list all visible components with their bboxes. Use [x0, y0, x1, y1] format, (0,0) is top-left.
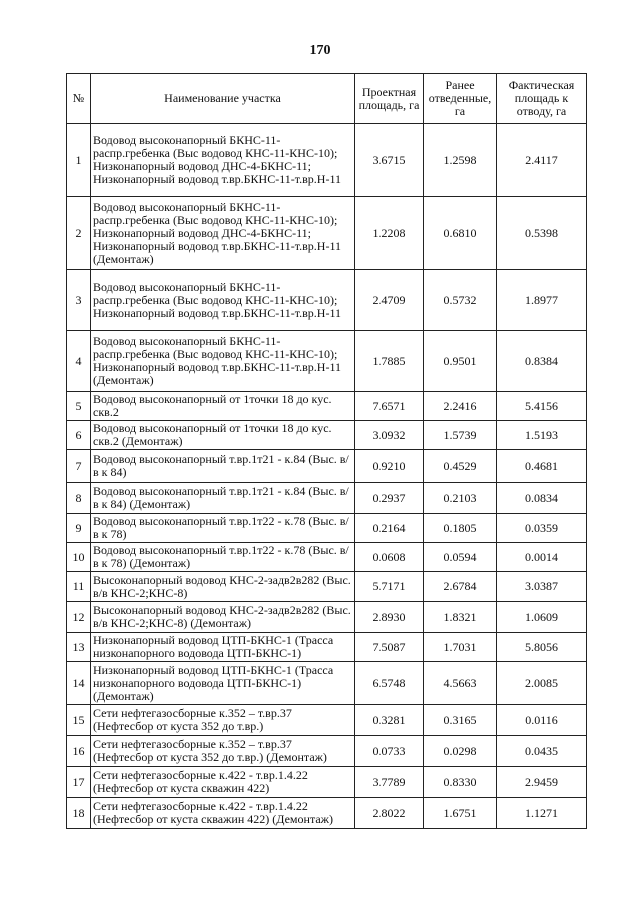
- actual-area-value: 0.4681: [497, 450, 587, 483]
- table-row: [67, 798, 587, 829]
- actual-area-value: 1.0609: [497, 602, 587, 633]
- previous-area-value: 0.1805: [424, 514, 497, 543]
- previous-area-value: 0.4529: [424, 450, 497, 483]
- row-number: 15: [67, 705, 91, 736]
- design-area-value: 7.5087: [355, 633, 424, 662]
- header-num: №: [67, 74, 91, 124]
- previous-area-value: 0.0594: [424, 543, 497, 572]
- section-name: Сети нефтегазосборные к.422 - т.вр.1.4.22 (Нефтесбор от куста скважин 422): [91, 767, 355, 798]
- row-number: 18: [67, 798, 91, 829]
- table-row: [67, 633, 587, 662]
- previous-area-value: 1.5739: [424, 421, 497, 450]
- previous-area-value: 0.9501: [424, 331, 497, 392]
- section-name: Низконапорный водовод ЦТП-БКНС-1 (Трасса низконапорного водовода ЦТП-БКНС-1) (Демонтаж): [91, 662, 355, 705]
- actual-area-value: 1.1271: [497, 798, 587, 829]
- row-number: 9: [67, 514, 91, 543]
- actual-area-value: 5.8056: [497, 633, 587, 662]
- actual-area-value: 3.0387: [497, 572, 587, 602]
- design-area-value: 2.8022: [355, 798, 424, 829]
- previous-area-value: 1.8321: [424, 602, 497, 633]
- section-name: Водовод высоконапорный БКНС-11-распр.гребенка (Выс водовод КНС-11-КНС-10); Низконапорный водовод ДНС-4-БКНС-11; Низконапорный водовод т.вр.БКНС-11-т.вр.Н-11: [91, 124, 355, 197]
- previous-area-value: 0.5732: [424, 270, 497, 331]
- design-area-value: 0.2164: [355, 514, 424, 543]
- design-area-value: 1.7885: [355, 331, 424, 392]
- section-name: Высоконапорный водовод КНС-2-задв2в282 (Выс. в/в КНС-2;КНС-8): [91, 572, 355, 602]
- section-name: Сети нефтегазосборные к.422 - т.вр.1.4.22 (Нефтесбор от куста скважин 422) (Демонтаж): [91, 798, 355, 829]
- row-number: 3: [67, 270, 91, 331]
- table-row: [67, 572, 587, 602]
- section-name: Водовод высоконапорный от 1точки 18 до кус. скв.2 (Демонтаж): [91, 421, 355, 450]
- design-area-value: 0.0733: [355, 736, 424, 767]
- actual-area-value: 0.0014: [497, 543, 587, 572]
- land-area-table: [66, 73, 587, 829]
- design-area-value: 2.8930: [355, 602, 424, 633]
- actual-area-value: 2.9459: [497, 767, 587, 798]
- row-number: 12: [67, 602, 91, 633]
- row-number: 7: [67, 450, 91, 483]
- design-area-value: 0.0608: [355, 543, 424, 572]
- header-design-area: Проектная площадь, га: [355, 74, 424, 124]
- table-body: [67, 124, 587, 829]
- section-name: Водовод высоконапорный т.вр.1т21 - к.84 (Выс. в/в к 84): [91, 450, 355, 483]
- section-name: Высоконапорный водовод КНС-2-задв2в282 (Выс. в/в КНС-2;КНС-8) (Демонтаж): [91, 602, 355, 633]
- table-row: [67, 450, 587, 483]
- table-row: [67, 124, 587, 197]
- design-area-value: 6.5748: [355, 662, 424, 705]
- row-number: 5: [67, 392, 91, 421]
- actual-area-value: 2.4117: [497, 124, 587, 197]
- design-area-value: 3.7789: [355, 767, 424, 798]
- previous-area-value: 0.0298: [424, 736, 497, 767]
- actual-area-value: 0.5398: [497, 197, 587, 270]
- table-header-row: [67, 74, 587, 124]
- design-area-value: 1.2208: [355, 197, 424, 270]
- design-area-value: 0.9210: [355, 450, 424, 483]
- table-row: [67, 514, 587, 543]
- table-row: [67, 197, 587, 270]
- previous-area-value: 4.5663: [424, 662, 497, 705]
- section-name: Водовод высоконапорный т.вр.1т22 - к.78 (Выс. в/в к 78) (Демонтаж): [91, 543, 355, 572]
- row-number: 14: [67, 662, 91, 705]
- table-row: [67, 270, 587, 331]
- design-area-value: 7.6571: [355, 392, 424, 421]
- row-number: 1: [67, 124, 91, 197]
- section-name: Водовод высоконапорный т.вр.1т22 - к.78 (Выс. в/в к 78): [91, 514, 355, 543]
- previous-area-value: 1.7031: [424, 633, 497, 662]
- actual-area-value: 0.0435: [497, 736, 587, 767]
- actual-area-value: 1.8977: [497, 270, 587, 331]
- section-name: Сети нефтегазосборные к.352 – т.вр.37 (Нефтесбор от куста 352 до т.вр.) (Демонтаж): [91, 736, 355, 767]
- table-row: [67, 767, 587, 798]
- previous-area-value: 0.2103: [424, 483, 497, 514]
- table-row: [67, 421, 587, 450]
- design-area-value: 0.3281: [355, 705, 424, 736]
- actual-area-value: 0.0359: [497, 514, 587, 543]
- previous-area-value: 1.6751: [424, 798, 497, 829]
- section-name: Водовод высоконапорный БКНС-11-распр.гребенка (Выс водовод КНС-11-КНС-10); Низконапорный водовод т.вр.БКНС-11-т.вр.Н-11 (Демонтаж): [91, 331, 355, 392]
- actual-area-value: 0.8384: [497, 331, 587, 392]
- design-area-value: 0.2937: [355, 483, 424, 514]
- previous-area-value: 2.6784: [424, 572, 497, 602]
- previous-area-value: 2.2416: [424, 392, 497, 421]
- header-previous: Ранее отведенные, га: [424, 74, 497, 124]
- design-area-value: 5.7171: [355, 572, 424, 602]
- section-name: Водовод высоконапорный т.вр.1т21 - к.84 (Выс. в/в к 84) (Демонтаж): [91, 483, 355, 514]
- header-name: Наименование участка: [91, 74, 355, 124]
- section-name: Сети нефтегазосборные к.352 – т.вр.37 (Нефтесбор от куста 352 до т.вр.): [91, 705, 355, 736]
- table-row: [67, 736, 587, 767]
- actual-area-value: 1.5193: [497, 421, 587, 450]
- actual-area-value: 0.0834: [497, 483, 587, 514]
- row-number: 6: [67, 421, 91, 450]
- row-number: 4: [67, 331, 91, 392]
- row-number: 13: [67, 633, 91, 662]
- table-row: [67, 331, 587, 392]
- design-area-value: 3.0932: [355, 421, 424, 450]
- previous-area-value: 1.2598: [424, 124, 497, 197]
- table-row: [67, 392, 587, 421]
- previous-area-value: 0.6810: [424, 197, 497, 270]
- table-row: [67, 543, 587, 572]
- section-name: Водовод высоконапорный от 1точки 18 до кус. скв.2: [91, 392, 355, 421]
- page-number: 170: [309, 43, 331, 58]
- table-row: [67, 705, 587, 736]
- row-number: 17: [67, 767, 91, 798]
- actual-area-value: 5.4156: [497, 392, 587, 421]
- design-area-value: 3.6715: [355, 124, 424, 197]
- section-name: Низконапорный водовод ЦТП-БКНС-1 (Трасса низконапорного водовода ЦТП-БКНС-1): [91, 633, 355, 662]
- table-row: [67, 602, 587, 633]
- table-row: [67, 662, 587, 705]
- previous-area-value: 0.8330: [424, 767, 497, 798]
- header-actual: Фактическая площадь к отводу, га: [497, 74, 587, 124]
- table-row: [67, 483, 587, 514]
- previous-area-value: 0.3165: [424, 705, 497, 736]
- actual-area-value: 2.0085: [497, 662, 587, 705]
- section-name: Водовод высоконапорный БКНС-11-распр.гребенка (Выс водовод КНС-11-КНС-10); Низконапорный водовод ДНС-4-БКНС-11; Низконапорный водовод т.вр.БКНС-11-т.вр.Н-11 (Демонтаж): [91, 197, 355, 270]
- row-number: 2: [67, 197, 91, 270]
- row-number: 8: [67, 483, 91, 514]
- row-number: 16: [67, 736, 91, 767]
- design-area-value: 2.4709: [355, 270, 424, 331]
- row-number: 10: [67, 543, 91, 572]
- row-number: 11: [67, 572, 91, 602]
- actual-area-value: 0.0116: [497, 705, 587, 736]
- section-name: Водовод высоконапорный БКНС-11-распр.гребенка (Выс водовод КНС-11-КНС-10); Низконапорный водовод т.вр.БКНС-11-т.вр.Н-11: [91, 270, 355, 331]
